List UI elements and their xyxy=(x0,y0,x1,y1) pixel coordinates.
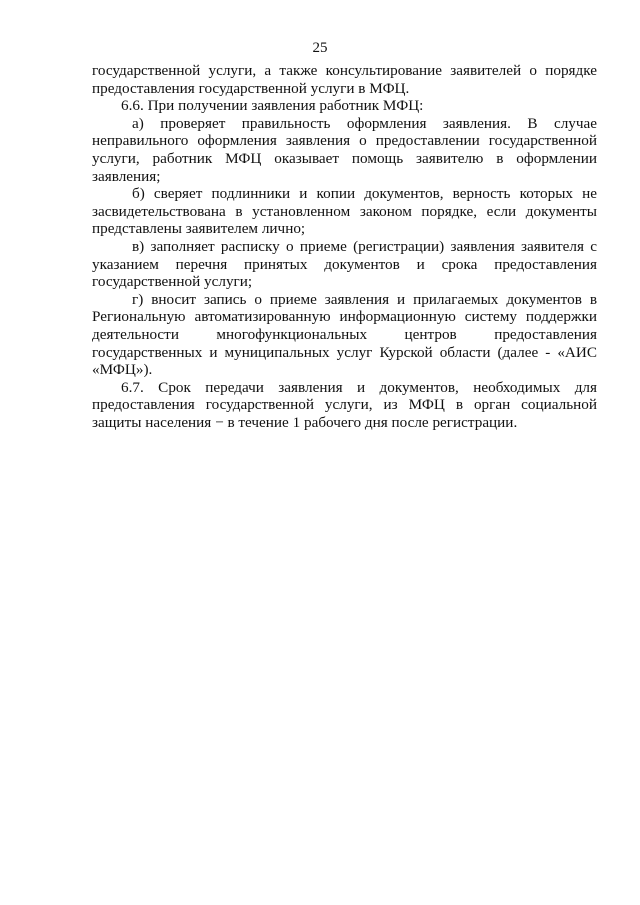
paragraph-continuation: государственной услуги, а также консультирование заявителей о порядке предоставления государственной услуги в МФЦ. xyxy=(92,62,597,97)
paragraph-6-6: 6.6. При получении заявления работник МФЦ: xyxy=(121,97,424,115)
paragraph-6-6-g: г) вносит запись о приеме заявления и прилагаемых документов в Региональную автоматизированную информационную систему поддержки деятельности многофункциональных центров предоставления государственных и муниципальных услуг Курской области (далее - «АИС «МФЦ»). xyxy=(92,290,597,379)
paragraph-6-7: 6.7. Срок передачи заявления и документов, необходимых для предоставления государственной услуги, из МФЦ в орган социальной защиты населения − в течение 1 рабочего дня после регистрации. xyxy=(92,378,597,431)
paragraph-6-6-a: а) проверяет правильность оформления заявления. В случае неправильного оформления заявления о предоставлении государственной услуги, работник МФЦ оказывает помощь заявителю в оформлении заявления; xyxy=(92,114,597,185)
paragraph-6-6-b: б) сверяет подлинники и копии документов, верность которых не засвидетельствована в установленном законом порядке, если документы представлены заявителем лично; xyxy=(92,185,597,238)
paragraph-6-6-v: в) заполняет расписку о приеме (регистрации) заявления заявителя с указанием перечня принятых документов и срока предоставления государственной услуги; xyxy=(92,237,597,291)
page-number: 25 xyxy=(312,40,328,56)
document-body xyxy=(92,62,597,431)
